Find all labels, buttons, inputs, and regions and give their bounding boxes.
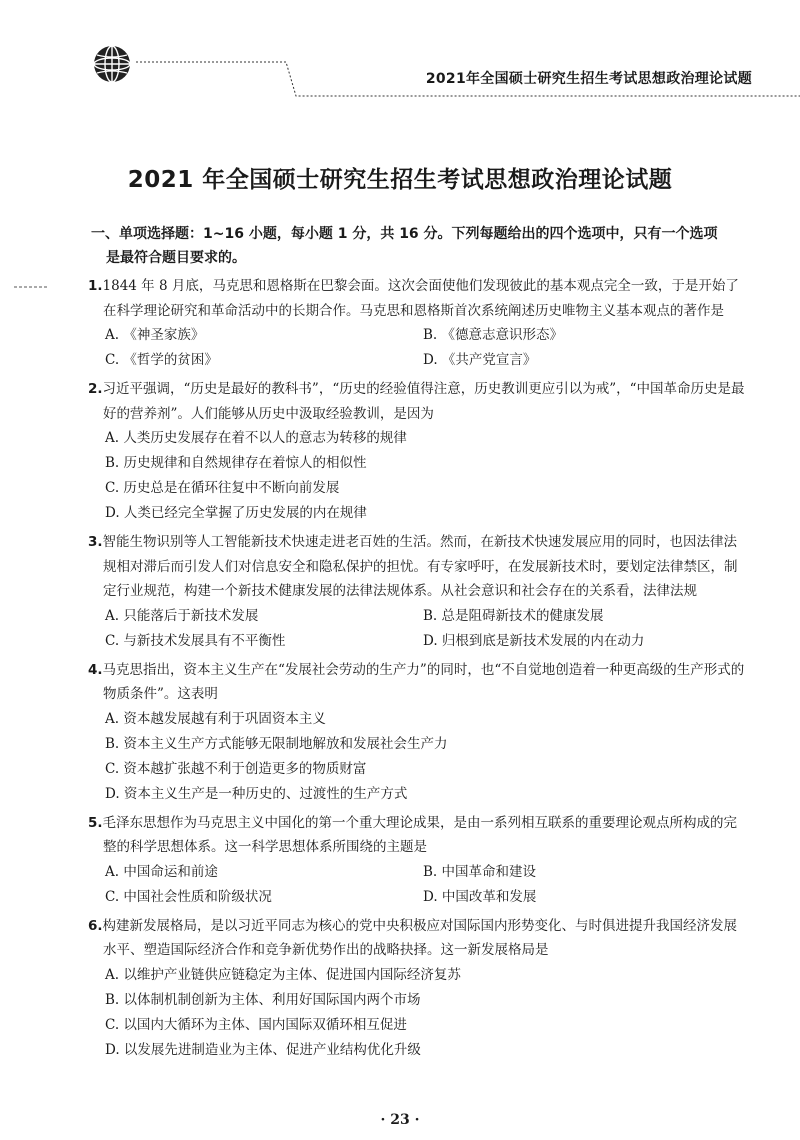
option-a: A. 只能落后于新技术发展 — [105, 607, 259, 624]
question-stem — [88, 274, 748, 323]
option-a: A. 资本越发展越有利于巩固资本主义 — [105, 710, 326, 727]
option-b: B. 总是阻碍新技术的健康发展 — [423, 607, 604, 624]
question-stem — [88, 658, 748, 707]
option-c: C. 以国内大循环为主体、国内国际双循环相互促进 — [105, 1016, 407, 1033]
options — [88, 963, 748, 1063]
question-number: 5. — [88, 814, 103, 831]
section-heading-line1: 一、单项选择题：1~16 小题，每小题 1 分，共 16 分。下列每题给出的四个选项中，只有一个选项 — [91, 226, 718, 242]
question-stem — [88, 914, 748, 963]
option-b: B. 《德意志意识形态》 — [423, 327, 564, 343]
page-number: · 23 · — [380, 1112, 420, 1128]
options — [88, 707, 748, 807]
option-b: B. 以体制机制创新为主体、利用好国际国内两个市场 — [105, 991, 421, 1008]
question-stem — [88, 530, 748, 604]
question-number: 6. — [88, 917, 103, 934]
option-a: A. 中国命运和前途 — [105, 863, 218, 880]
option-d: D. 归根到底是新技术发展的内在动力 — [423, 632, 645, 649]
question-number: 4. — [88, 661, 103, 678]
option-c: C. 与新技术发展具有不平衡性 — [105, 632, 286, 649]
option-a: A. 以维护产业链供应链稳定为主体、促进国内国际经济复苏 — [105, 966, 461, 983]
page-title: 2021 年全国硕士研究生招生考试思想政治理论试题 — [127, 167, 673, 193]
option-d: D. 资本主义生产是一种历史的、过渡性的生产方式 — [105, 785, 408, 802]
question-text: 习近平强调，“历史是最好的教科书”，“历史的经验值得注意，历史教训更应引以为戒”，“中国革命历史是最好的营养剂”。人们能够从历史中汲取经验教训，是因为 — [102, 381, 745, 422]
question-number: 1. — [88, 278, 103, 294]
question-number: 3. — [88, 534, 103, 550]
options — [88, 323, 748, 373]
exam-content — [88, 222, 748, 1063]
section-heading — [91, 222, 748, 270]
question-4 — [88, 658, 748, 807]
question-5 — [88, 811, 748, 910]
question-stem — [88, 377, 748, 426]
option-c: C. 中国社会性质和阶级状况 — [105, 888, 272, 905]
question-1 — [88, 274, 748, 373]
globe-icon — [92, 44, 132, 84]
running-header-title: 2021年全国硕士研究生招生考试思想政治理论试题 — [425, 71, 752, 87]
question-number: 2. — [88, 381, 103, 397]
margin-mark — [14, 284, 48, 290]
question-stem — [88, 811, 748, 860]
section-heading-line2: 是最符合题目要求的。 — [106, 250, 246, 266]
option-d: D. 以发展先进制造业为主体、促进产业结构优化升级 — [105, 1041, 421, 1058]
question-text: 智能生物识别等人工智能新技术快速走进老百姓的生活。然而，在新技术快速发展应用的同时，也因法律法规相对滞后而引发人们对信息安全和隐私保护的担忧。有专家呼吁，在发展新技术时，要划定法律禁区，制定行业规范，构建一个新技术健康发展的法律法规体系。从社会意识和社会存在的关系看，法律法规 — [102, 534, 738, 599]
option-b: B. 资本主义生产方式能够无限制地解放和发展社会生产力 — [105, 735, 448, 752]
option-a: A. 人类历史发展存在着不以人的意志为转移的规律 — [105, 430, 407, 446]
option-b: B. 历史规律和自然规律存在着惊人的相似性 — [105, 455, 367, 471]
option-d: D. 中国改革和发展 — [423, 888, 537, 905]
question-6 — [88, 914, 748, 1063]
options — [88, 426, 748, 526]
options — [88, 604, 748, 654]
question-text: 构建新发展格局，是以习近平同志为核心的党中央积极应对国际国内形势变化、与时俱进提升我国经济发展水平、塑造国际经济合作和竞争新优势作出的战略抉择。这一新发展格局是 — [102, 917, 738, 958]
options — [88, 860, 748, 910]
option-c: C. 历史总是在循环往复中不断向前发展 — [105, 480, 340, 496]
question-text: 马克思指出，资本主义生产在“发展社会劳动的生产力”的同时，也“不自觉地创造着一种更高级的生产形式的物质条件”。这表明 — [102, 661, 745, 702]
option-a: A. 《神圣家族》 — [105, 327, 205, 343]
question-3 — [88, 530, 748, 654]
question-text: 毛泽东思想作为马克思主义中国化的第一个重大理论成果，是由一系列相互联系的重要理论观点所构成的完整的科学思想体系。这一科学思想体系所围绕的主题是 — [102, 814, 738, 855]
option-c: C. 《哲学的贫困》 — [105, 352, 218, 368]
question-text: 1844 年 8 月底，马克思和恩格斯在巴黎会面。这次会面使他们发现彼此的基本观点完全一致，于是开始了在科学理论研究和革命活动中的长期合作。马克思和恩格斯首次系统阐述历史唯物主义基本观点的著作是 — [102, 278, 739, 319]
option-b: B. 中国革命和建设 — [423, 863, 537, 880]
option-d: D. 人类已经完全掌握了历史发展的内在规律 — [105, 505, 367, 521]
option-c: C. 资本越扩张越不利于创造更多的物质财富 — [105, 760, 367, 777]
option-d: D. 《共产党宣言》 — [423, 352, 537, 368]
question-2 — [88, 377, 748, 526]
